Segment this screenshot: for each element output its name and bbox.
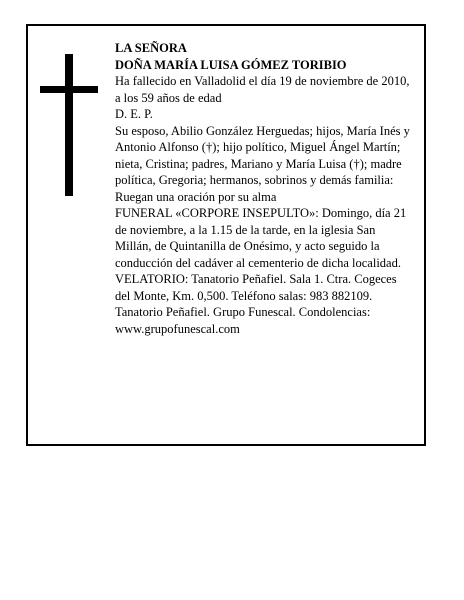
family-list: Su esposo, Abilio González Herguedas; hijos, María Inés y Antonio Alfonso (†); hijo político, Miguel Ángel Martín; nieta, Cristina; padres, Mariano y María Luisa (†); madre política, Gregoria; hermanos, sobrinos y demás familia: — [115, 123, 410, 187]
cross-horizontal-bar — [40, 86, 98, 93]
prayer-request: Ruegan una oración por su alma — [115, 189, 277, 204]
velatorio-details: VELATORIO: Tanatorio Peñafiel. Sala 1. Ctra. Cogeces del Monte, Km. 0,500. Teléfono salas: 983 882109. — [115, 272, 397, 303]
funeral-home-contact: Tanatorio Peñafiel. Grupo Funescal. Condolencias: www.grupofunescal.com — [115, 305, 371, 336]
deceased-name: DOÑA MARÍA LUISA GÓMEZ TORIBIO — [115, 57, 347, 72]
notice-title: LA SEÑORA — [115, 41, 187, 55]
obituary-text — [115, 40, 411, 337]
death-info: Ha fallecido en Valladolid el día 19 de noviembre de 2010, a los 59 años de edad — [115, 74, 410, 105]
dep-line: D. E. P. — [115, 107, 153, 121]
obituary-notice — [26, 24, 426, 446]
cross-vertical-bar — [65, 54, 73, 196]
latin-cross-icon — [40, 54, 98, 196]
funeral-details: FUNERAL «CORPORE INSEPULTO»: Domingo, día 21 de noviembre, a la 1.15 de la tarde, en la iglesia San Millán, de Quintanilla de Onésimo, y acto seguido la conducción del cadáver al cementerio de dicha localidad. — [115, 206, 407, 270]
